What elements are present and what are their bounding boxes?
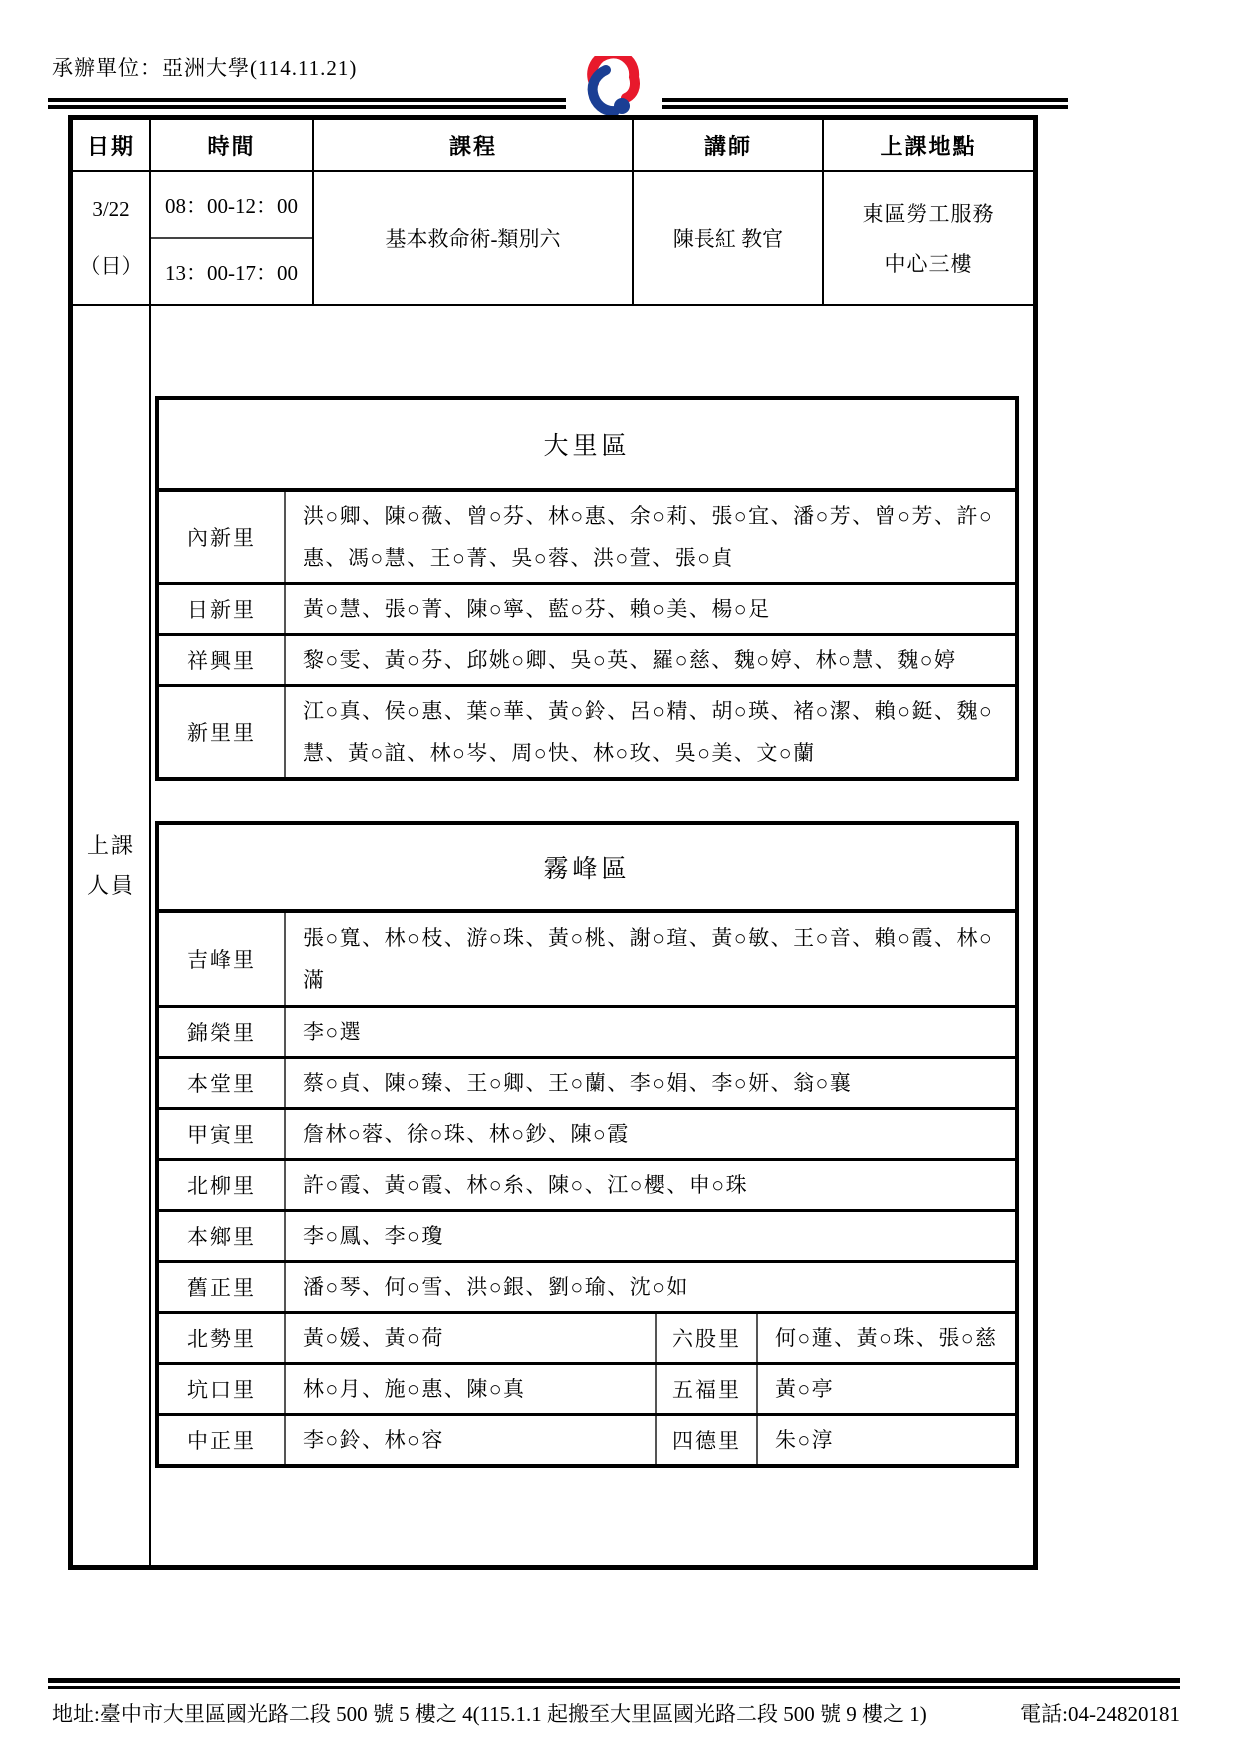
village-name: 四德里 (657, 1416, 758, 1464)
village-row-split (159, 1416, 1015, 1464)
village-attendees: 何○蓮、黃○珠、張○慈 (775, 1326, 998, 1350)
village-row-split (159, 1365, 1015, 1416)
village-attendees: 黎○雯、黃○芬、邱姚○卿、吳○英、羅○慈、魏○婷、林○慧、魏○婷 (303, 648, 957, 672)
org-logo-icon (584, 56, 646, 122)
village-row (159, 1008, 1015, 1059)
location-line2: 中心三樓 (884, 252, 973, 276)
village-attendees: 許○霞、黃○霞、林○糸、陳○、江○櫻、申○珠 (303, 1173, 749, 1197)
village-name: 舊正里 (159, 1263, 286, 1311)
village-name: 本鄉里 (159, 1212, 286, 1260)
village-row (159, 1110, 1015, 1161)
village-name: 祥興里 (159, 636, 286, 684)
village-name: 坑口里 (159, 1365, 286, 1413)
time-cell (151, 172, 314, 304)
footer (52, 1698, 1180, 1728)
village-attendees: 朱○淳 (775, 1428, 835, 1452)
village-attendees: 蔡○貞、陳○臻、王○卿、王○蘭、李○娟、李○妍、翁○襄 (303, 1071, 853, 1095)
village-name: 北柳里 (159, 1161, 286, 1209)
village-row (159, 1161, 1015, 1212)
village-row-split (159, 1314, 1015, 1365)
village-attendees: 林○月、施○惠、陳○真 (303, 1377, 526, 1401)
village-row (159, 913, 1015, 1008)
col-header-location: 上課地點 (880, 133, 977, 159)
date-weekday: （日） (79, 253, 143, 278)
village-name: 北勢里 (159, 1314, 286, 1362)
village-attendees: 詹林○蓉、徐○珠、林○鈔、陳○霞 (303, 1122, 630, 1146)
village-attendees: 張○寬、林○枝、游○珠、黃○桃、謝○瑄、黃○敏、王○音、賴○霞、林○滿 (303, 926, 994, 992)
schedule-table (68, 115, 1038, 1570)
col-header-date: 日期 (73, 120, 151, 170)
village-row (159, 636, 1015, 687)
village-row (159, 492, 1015, 585)
village-name: 五福里 (657, 1365, 758, 1413)
village-row (159, 687, 1015, 777)
village-attendees: 李○選 (303, 1020, 363, 1044)
footer-divider (48, 1678, 1180, 1689)
village-name: 日新里 (159, 585, 286, 633)
organizer-title: 承辦單位：亞洲大學(114.11.21) (52, 56, 358, 80)
wufeng-district-title: 霧峰區 (159, 825, 1015, 913)
attendee-label-line2: 人員 (86, 873, 135, 898)
village-name: 內新里 (159, 492, 286, 582)
village-attendees: 潘○琴、何○雪、洪○銀、劉○瑜、沈○如 (303, 1275, 689, 1299)
village-row (159, 585, 1015, 636)
village-name: 甲寅里 (159, 1110, 286, 1158)
schedule-header-row (73, 120, 1033, 172)
village-row (159, 1263, 1015, 1314)
time-slot-morning: 08：00-12：00 (151, 172, 312, 239)
instructor-cell: 陳長紅 教官 (634, 172, 824, 304)
village-row (159, 1059, 1015, 1110)
location-line1: 東區勞工服務 (862, 202, 995, 226)
village-attendees: 李○鈴、林○容 (303, 1428, 444, 1452)
village-attendees: 李○鳳、李○瓊 (303, 1224, 444, 1248)
village-attendees: 黃○亭 (775, 1377, 835, 1401)
village-row (159, 1212, 1015, 1263)
location-cell (824, 172, 1033, 304)
attendee-row (73, 306, 1033, 1565)
col-header-time: 時間 (151, 120, 314, 170)
village-attendees: 江○真、侯○惠、葉○華、黃○鈴、呂○精、胡○瑛、褚○潔、賴○鋌、魏○慧、黃○誼、林○岑、周○快、林○玫、吳○美、文○蘭 (303, 699, 994, 765)
footer-address: 地址:臺中市大里區國光路二段 500 號 5 樓之 4(115.1.1 起搬至大里區國光路二段 500 號 9 樓之 1) (52, 1702, 927, 1726)
village-name: 六股里 (657, 1314, 758, 1362)
village-name: 吉峰里 (159, 913, 286, 1005)
time-slot-afternoon: 13：00-17：00 (165, 260, 298, 285)
wufeng-district-table (155, 821, 1019, 1468)
village-name: 錦榮里 (159, 1008, 286, 1056)
header-divider (48, 98, 1068, 109)
village-name: 新里里 (159, 687, 286, 777)
village-attendees: 黃○慧、張○菁、陳○寧、藍○芬、賴○美、楊○足 (303, 597, 771, 621)
footer-phone: 電話:04-24820181 (1020, 1702, 1180, 1726)
date-cell (73, 172, 151, 304)
col-header-instructor: 講師 (634, 120, 824, 170)
village-attendees: 黃○媛、黃○荷 (303, 1326, 444, 1350)
schedule-data-row (73, 172, 1033, 306)
attendee-label (73, 306, 151, 1565)
village-attendees: 洪○卿、陳○薇、曾○芬、林○惠、余○莉、張○宜、潘○芳、曾○芳、許○惠、馮○慧、王○菁、吳○蓉、洪○萱、張○貞 (303, 504, 994, 570)
date-value: 3/22 (92, 196, 130, 221)
village-name: 中正里 (159, 1416, 286, 1464)
village-name: 本堂里 (159, 1059, 286, 1107)
attendee-label-line1: 上課 (86, 833, 135, 858)
course-cell: 基本救命術-類別六 (314, 172, 634, 304)
col-header-course: 課程 (314, 120, 634, 170)
dali-district-title: 大里區 (159, 400, 1015, 492)
dali-district-table (155, 396, 1019, 781)
attendee-content (151, 306, 1033, 1565)
